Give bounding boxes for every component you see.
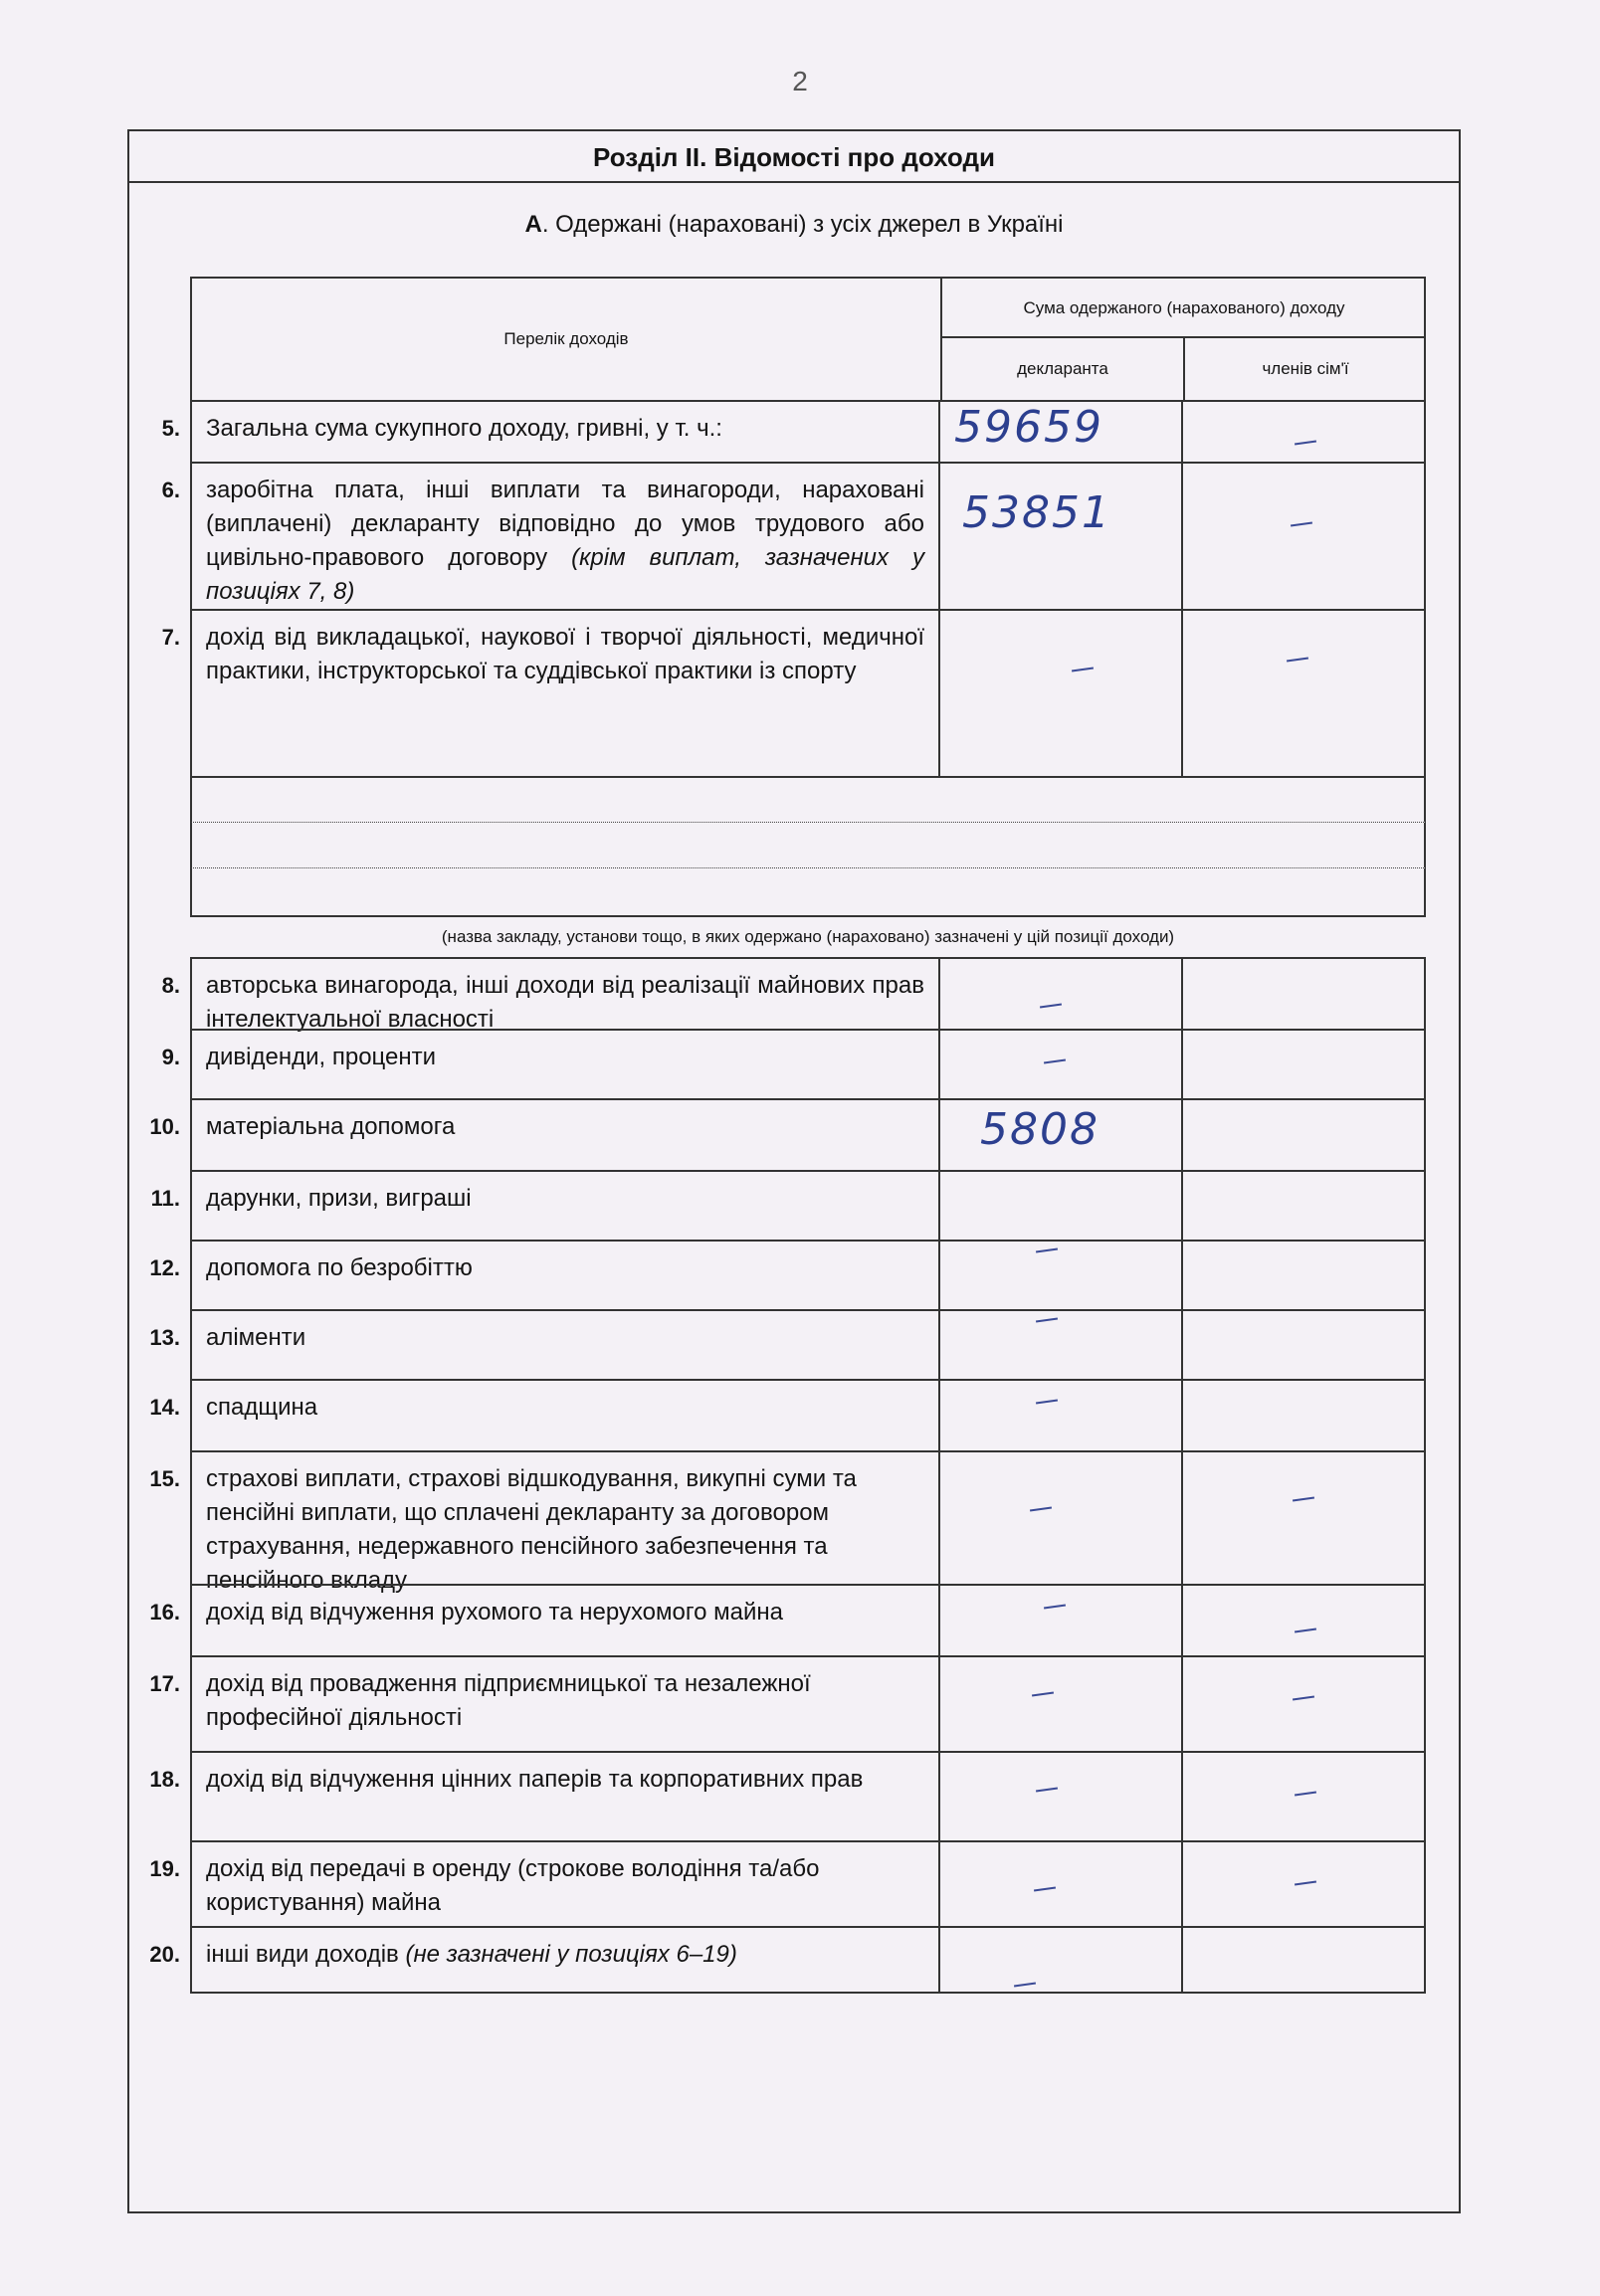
- row-number: 7.: [161, 625, 180, 650]
- declarant-cell[interactable]: [940, 1753, 1183, 1840]
- table-row: [150, 1170, 1426, 1240]
- row-label: Загальна сума сукупного доходу, гривні, у т. ч.:: [190, 402, 940, 462]
- table-row: [149, 1379, 1426, 1450]
- table-row: [161, 609, 1426, 776]
- row-number: 20.: [149, 1942, 180, 1967]
- handwritten-dash: [1030, 1506, 1052, 1511]
- row-number: 5.: [161, 416, 180, 441]
- blank-line[interactable]: [190, 822, 1426, 867]
- row-label: спадщина: [190, 1381, 940, 1450]
- table-row: [161, 400, 1426, 462]
- declarant-cell[interactable]: [940, 1452, 1183, 1584]
- family-cell[interactable]: [1183, 1753, 1426, 1840]
- row-label-text: інші види доходів: [206, 1941, 399, 1968]
- row-label: матеріальна допомога: [190, 1100, 940, 1170]
- row-label-note: (не зазначені у позиціях 6–19): [405, 1941, 737, 1968]
- row-label: [190, 1928, 940, 1992]
- table-row: [161, 1029, 1426, 1098]
- family-cell[interactable]: [1183, 1100, 1426, 1170]
- table-row: [161, 462, 1426, 609]
- row-label: дохід від викладацької, наукової і творчої діяльності, медичної практики, інструкторської та суддівської практики із спорту: [190, 611, 940, 776]
- table-row: [149, 1584, 1426, 1655]
- handwritten-dash: [1291, 521, 1312, 526]
- declarant-cell[interactable]: [940, 1311, 1183, 1379]
- family-cell[interactable]: [1183, 1172, 1426, 1240]
- handwritten-dash: [1293, 1695, 1314, 1700]
- handwritten-dash: [1287, 657, 1308, 662]
- declarant-cell[interactable]: [940, 1842, 1183, 1926]
- table-row: [149, 1926, 1426, 1992]
- row-label: дивіденди, проценти: [190, 1031, 940, 1098]
- declarant-cell[interactable]: [940, 402, 1183, 462]
- handwritten-dash: [1295, 440, 1316, 445]
- handwritten-dash: [1295, 1791, 1316, 1796]
- row-number: 6.: [161, 478, 180, 502]
- declarant-cell[interactable]: [940, 1242, 1183, 1309]
- declarant-cell[interactable]: [940, 464, 1183, 609]
- family-cell[interactable]: [1183, 1031, 1426, 1098]
- row-label: дохід від відчуження цінних паперів та корпоративних прав: [190, 1753, 940, 1840]
- declarant-cell[interactable]: [940, 1586, 1183, 1655]
- row-label: допомога по безробіттю: [190, 1242, 940, 1309]
- table-row: [149, 1309, 1426, 1379]
- family-cell[interactable]: [1183, 1657, 1426, 1751]
- declarant-cell[interactable]: [940, 1381, 1183, 1450]
- section-title: Розділ ІІ. Відомості про доходи: [129, 131, 1459, 183]
- header-declarant: декларанта: [942, 338, 1185, 400]
- handwritten-value: 5808: [980, 1104, 1100, 1155]
- row-label: дарунки, призи, виграші: [190, 1172, 940, 1240]
- row-label: авторська винагорода, інші доходи від реалізації майнових прав інтелектуальної власності: [190, 959, 940, 1029]
- row-number: 9.: [161, 1045, 180, 1069]
- handwritten-dash: [1034, 1886, 1056, 1891]
- family-cell[interactable]: [1183, 1311, 1426, 1379]
- declarant-cell[interactable]: [940, 959, 1183, 1029]
- row-label: дохід від провадження підприємницької та незалежної професійної діяльності: [190, 1657, 940, 1751]
- blank-line[interactable]: [190, 867, 1426, 915]
- row-number: 19.: [149, 1856, 180, 1881]
- family-cell[interactable]: [1183, 464, 1426, 609]
- handwritten-dash: [1040, 1003, 1062, 1008]
- handwritten-dash: [1036, 1317, 1058, 1322]
- header-income-list: Перелік доходів: [192, 279, 942, 400]
- family-cell[interactable]: [1183, 1452, 1426, 1584]
- row-label: [190, 464, 940, 609]
- handwritten-dash: [1072, 667, 1094, 671]
- row-number: 18.: [149, 1767, 180, 1792]
- row-label-note: (крім виплат, зазначених у позиціях 7, 8): [206, 544, 925, 605]
- table-row: [149, 1098, 1426, 1170]
- income-table: [149, 277, 1426, 1994]
- header-income-sum: Сума одержаного (нарахованого) доходу: [942, 279, 1426, 338]
- institution-caption: (назва закладу, установи тощо, в яких одержано (нараховано) зазначені у цій позиції доходи): [190, 915, 1426, 957]
- handwritten-value: 53851: [962, 487, 1111, 538]
- family-cell[interactable]: [1183, 611, 1426, 776]
- family-cell[interactable]: [1183, 1842, 1426, 1926]
- subtitle-letter: А: [524, 211, 542, 238]
- row-number: 11.: [150, 1186, 180, 1211]
- handwritten-dash: [1036, 1787, 1058, 1792]
- family-cell[interactable]: [1183, 1586, 1426, 1655]
- declarant-cell[interactable]: [940, 1100, 1183, 1170]
- table-bottom-border: [190, 1992, 1426, 1994]
- family-cell[interactable]: [1183, 1242, 1426, 1309]
- blank-line[interactable]: [190, 776, 1426, 822]
- row-label: аліменти: [190, 1311, 940, 1379]
- handwritten-dash: [1032, 1691, 1054, 1696]
- header-family: членів сім'ї: [1262, 359, 1349, 378]
- table-row: [149, 1240, 1426, 1309]
- row-number: 15.: [149, 1466, 180, 1491]
- handwritten-value: 59659: [954, 402, 1103, 453]
- row-label-text: заробітна плата, інші виплати та винагороди, нараховані (виплачені) декларанту відповідно до умов трудового або цивільно-правового договору: [206, 477, 924, 571]
- row-number: 8.: [161, 973, 180, 998]
- row-number: 10.: [149, 1114, 180, 1139]
- declarant-cell[interactable]: [940, 611, 1183, 776]
- declarant-cell[interactable]: [940, 1172, 1183, 1240]
- subtitle-text: . Одержані (нараховані) з усіх джерел в Україні: [541, 211, 1064, 238]
- declarant-cell[interactable]: [940, 1657, 1183, 1751]
- table-row: [149, 1840, 1426, 1926]
- handwritten-dash: [1036, 1399, 1058, 1404]
- row-number: 12.: [149, 1255, 180, 1280]
- table-row: [149, 1450, 1426, 1594]
- table-row: [161, 957, 1426, 1033]
- row-number: 13.: [149, 1325, 180, 1350]
- row-number: 17.: [149, 1671, 180, 1696]
- table-row: [149, 1655, 1426, 1751]
- subtitle: [129, 211, 1459, 239]
- row-label: страхові виплати, страхові відшкодування, викупні суми та пенсійні виплати, що сплачені декларанту за договором страхування, недержавного пенсійного забезпечення та пенсійного вкладу: [190, 1452, 940, 1584]
- family-cell[interactable]: [1183, 1381, 1426, 1450]
- table-row: [149, 1751, 1426, 1840]
- family-cell[interactable]: [1183, 959, 1426, 1029]
- declarant-cell[interactable]: [940, 1031, 1183, 1098]
- handwritten-dash: [1295, 1880, 1316, 1885]
- page-number: 2: [792, 66, 808, 96]
- row-label: дохід від відчуження рухомого та нерухомого майна: [190, 1586, 940, 1655]
- handwritten-dash: [1014, 1982, 1036, 1987]
- family-cell[interactable]: [1183, 402, 1426, 462]
- row-label: дохід від передачі в оренду (строкове володіння та/або користування) майна: [190, 1842, 940, 1926]
- handwritten-dash: [1044, 1604, 1066, 1609]
- family-cell[interactable]: [1183, 1928, 1426, 1992]
- handwritten-dash: [1036, 1247, 1058, 1252]
- table-header: [190, 277, 1426, 400]
- handwritten-dash: [1295, 1627, 1316, 1632]
- handwritten-dash: [1044, 1058, 1066, 1063]
- handwritten-dash: [1293, 1496, 1314, 1501]
- row-number: 16.: [149, 1600, 180, 1625]
- declarant-cell[interactable]: [940, 1928, 1183, 1992]
- row-number: 14.: [149, 1395, 180, 1420]
